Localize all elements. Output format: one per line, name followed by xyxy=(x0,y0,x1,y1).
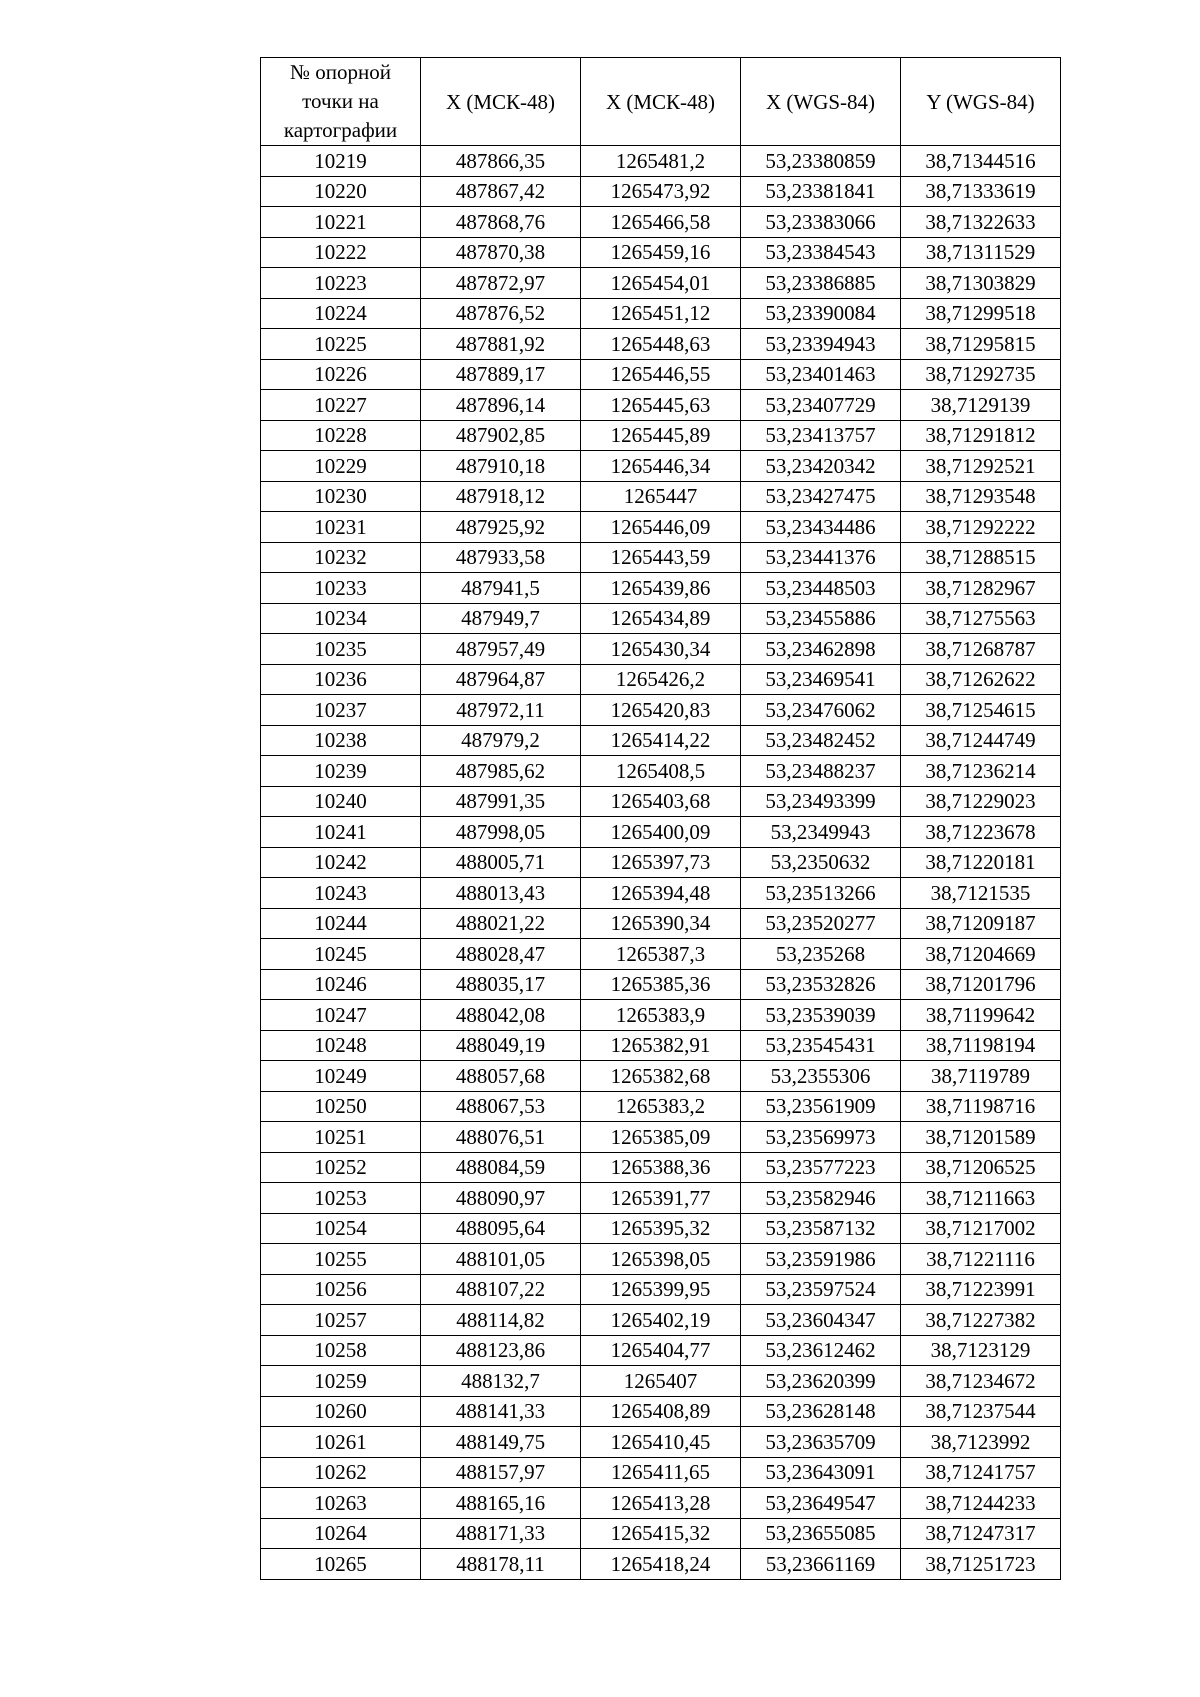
cell-x-wgs84: 53,23628148 xyxy=(741,1396,901,1427)
cell-point-number: 10233 xyxy=(261,573,421,604)
cell-y-wgs84: 38,71198716 xyxy=(901,1091,1061,1122)
cell-x-msk48-a: 487881,92 xyxy=(421,329,581,360)
cell-x-wgs84: 53,23597524 xyxy=(741,1274,901,1305)
cell-point-number: 10249 xyxy=(261,1061,421,1092)
table-row xyxy=(261,1122,1061,1153)
cell-x-msk48-a: 488005,71 xyxy=(421,847,581,878)
cell-y-wgs84: 38,7123992 xyxy=(901,1427,1061,1458)
cell-x-msk48-a: 488028,47 xyxy=(421,939,581,970)
cell-x-wgs84: 53,23661169 xyxy=(741,1549,901,1580)
cell-x-msk48-a: 487972,11 xyxy=(421,695,581,726)
cell-x-msk48-b: 1265411,65 xyxy=(581,1457,741,1488)
cell-point-number: 10234 xyxy=(261,603,421,634)
cell-y-wgs84: 38,71244749 xyxy=(901,725,1061,756)
table-row xyxy=(261,1000,1061,1031)
cell-y-wgs84: 38,71237544 xyxy=(901,1396,1061,1427)
cell-x-msk48-b: 1265404,77 xyxy=(581,1335,741,1366)
cell-point-number: 10258 xyxy=(261,1335,421,1366)
cell-y-wgs84: 38,71292222 xyxy=(901,512,1061,543)
cell-x-msk48-a: 488157,97 xyxy=(421,1457,581,1488)
cell-point-number: 10225 xyxy=(261,329,421,360)
cell-x-wgs84: 53,235268 xyxy=(741,939,901,970)
cell-y-wgs84: 38,71262622 xyxy=(901,664,1061,695)
cell-point-number: 10247 xyxy=(261,1000,421,1031)
cell-x-msk48-b: 1265403,68 xyxy=(581,786,741,817)
cell-y-wgs84: 38,71223991 xyxy=(901,1274,1061,1305)
cell-x-msk48-a: 488165,16 xyxy=(421,1488,581,1519)
table-row xyxy=(261,1457,1061,1488)
cell-point-number: 10265 xyxy=(261,1549,421,1580)
cell-x-wgs84: 53,2355306 xyxy=(741,1061,901,1092)
cell-x-msk48-a: 488090,97 xyxy=(421,1183,581,1214)
cell-y-wgs84: 38,71303829 xyxy=(901,268,1061,299)
cell-x-msk48-a: 487870,38 xyxy=(421,237,581,268)
cell-y-wgs84: 38,71220181 xyxy=(901,847,1061,878)
cell-point-number: 10263 xyxy=(261,1488,421,1519)
cell-x-msk48-a: 488067,53 xyxy=(421,1091,581,1122)
cell-y-wgs84: 38,71333619 xyxy=(901,176,1061,207)
cell-x-wgs84: 53,23513266 xyxy=(741,878,901,909)
cell-point-number: 10224 xyxy=(261,298,421,329)
table-row xyxy=(261,1061,1061,1092)
cell-x-msk48-a: 488076,51 xyxy=(421,1122,581,1153)
cell-y-wgs84: 38,71201796 xyxy=(901,969,1061,1000)
cell-x-msk48-b: 1265446,09 xyxy=(581,512,741,543)
cell-x-wgs84: 53,23488237 xyxy=(741,756,901,787)
table-row xyxy=(261,634,1061,665)
table-row xyxy=(261,756,1061,787)
cell-y-wgs84: 38,71322633 xyxy=(901,207,1061,238)
cell-point-number: 10255 xyxy=(261,1244,421,1275)
cell-x-wgs84: 53,23386885 xyxy=(741,268,901,299)
cell-x-wgs84: 53,23532826 xyxy=(741,969,901,1000)
cell-x-msk48-b: 1265415,32 xyxy=(581,1518,741,1549)
cell-x-wgs84: 53,23384543 xyxy=(741,237,901,268)
cell-x-wgs84: 53,23545431 xyxy=(741,1030,901,1061)
table-row xyxy=(261,969,1061,1000)
table-row xyxy=(261,1213,1061,1244)
header-point-number xyxy=(261,58,421,146)
table-body xyxy=(261,146,1061,1580)
cell-point-number: 10244 xyxy=(261,908,421,939)
table-row xyxy=(261,359,1061,390)
cell-y-wgs84: 38,71204669 xyxy=(901,939,1061,970)
cell-x-msk48-b: 1265382,91 xyxy=(581,1030,741,1061)
cell-point-number: 10230 xyxy=(261,481,421,512)
table-row xyxy=(261,695,1061,726)
cell-y-wgs84: 38,71227382 xyxy=(901,1305,1061,1336)
cell-x-wgs84: 53,23482452 xyxy=(741,725,901,756)
table-row xyxy=(261,1244,1061,1275)
cell-x-msk48-b: 1265481,2 xyxy=(581,146,741,177)
table-row xyxy=(261,1518,1061,1549)
cell-y-wgs84: 38,71201589 xyxy=(901,1122,1061,1153)
cell-x-msk48-b: 1265418,24 xyxy=(581,1549,741,1580)
cell-y-wgs84: 38,71291812 xyxy=(901,420,1061,451)
cell-point-number: 10228 xyxy=(261,420,421,451)
table-row xyxy=(261,1549,1061,1580)
table-row xyxy=(261,1152,1061,1183)
cell-point-number: 10231 xyxy=(261,512,421,543)
cell-x-wgs84: 53,23643091 xyxy=(741,1457,901,1488)
cell-x-msk48-b: 1265391,77 xyxy=(581,1183,741,1214)
cell-y-wgs84: 38,71282967 xyxy=(901,573,1061,604)
table-header xyxy=(261,58,1061,146)
table-row xyxy=(261,237,1061,268)
cell-x-msk48-a: 488084,59 xyxy=(421,1152,581,1183)
cell-point-number: 10219 xyxy=(261,146,421,177)
cell-point-number: 10262 xyxy=(261,1457,421,1488)
cell-point-number: 10250 xyxy=(261,1091,421,1122)
cell-x-msk48-b: 1265430,34 xyxy=(581,634,741,665)
cell-y-wgs84: 38,71223678 xyxy=(901,817,1061,848)
cell-y-wgs84: 38,7129139 xyxy=(901,390,1061,421)
cell-x-wgs84: 53,23427475 xyxy=(741,481,901,512)
cell-x-msk48-b: 1265397,73 xyxy=(581,847,741,878)
cell-point-number: 10254 xyxy=(261,1213,421,1244)
cell-x-msk48-b: 1265400,09 xyxy=(581,817,741,848)
table-row xyxy=(261,1335,1061,1366)
table-row xyxy=(261,146,1061,177)
cell-x-wgs84: 53,23587132 xyxy=(741,1213,901,1244)
cell-point-number: 10243 xyxy=(261,878,421,909)
table-row xyxy=(261,725,1061,756)
cell-x-msk48-b: 1265408,89 xyxy=(581,1396,741,1427)
cell-x-msk48-a: 488021,22 xyxy=(421,908,581,939)
table-row xyxy=(261,603,1061,634)
cell-x-msk48-a: 487867,42 xyxy=(421,176,581,207)
cell-x-msk48-a: 487902,85 xyxy=(421,420,581,451)
cell-x-msk48-b: 1265388,36 xyxy=(581,1152,741,1183)
cell-x-msk48-a: 488141,33 xyxy=(421,1396,581,1427)
header-x-msk48-b: X (МСК-48) xyxy=(581,58,741,146)
cell-x-msk48-b: 1265445,63 xyxy=(581,390,741,421)
cell-x-msk48-a: 488107,22 xyxy=(421,1274,581,1305)
cell-x-msk48-b: 1265414,22 xyxy=(581,725,741,756)
cell-x-msk48-a: 488013,43 xyxy=(421,878,581,909)
cell-x-msk48-b: 1265413,28 xyxy=(581,1488,741,1519)
table-row xyxy=(261,390,1061,421)
cell-x-wgs84: 53,23448503 xyxy=(741,573,901,604)
cell-x-wgs84: 53,23620399 xyxy=(741,1366,901,1397)
table-row xyxy=(261,1427,1061,1458)
cell-x-wgs84: 53,23381841 xyxy=(741,176,901,207)
cell-point-number: 10237 xyxy=(261,695,421,726)
cell-x-msk48-a: 488178,11 xyxy=(421,1549,581,1580)
cell-x-wgs84: 53,23380859 xyxy=(741,146,901,177)
cell-x-wgs84: 53,23493399 xyxy=(741,786,901,817)
cell-x-msk48-b: 1265383,2 xyxy=(581,1091,741,1122)
header-y-wgs84: Y (WGS-84) xyxy=(901,58,1061,146)
cell-x-msk48-a: 488132,7 xyxy=(421,1366,581,1397)
cell-x-msk48-a: 487957,49 xyxy=(421,634,581,665)
cell-x-wgs84: 53,23655085 xyxy=(741,1518,901,1549)
table-row xyxy=(261,939,1061,970)
cell-x-msk48-a: 487933,58 xyxy=(421,542,581,573)
cell-x-wgs84: 53,23455886 xyxy=(741,603,901,634)
cell-x-wgs84: 53,23390084 xyxy=(741,298,901,329)
cell-x-msk48-a: 488057,68 xyxy=(421,1061,581,1092)
cell-point-number: 10220 xyxy=(261,176,421,207)
table-row xyxy=(261,1030,1061,1061)
cell-x-msk48-a: 487866,35 xyxy=(421,146,581,177)
cell-x-msk48-b: 1265408,5 xyxy=(581,756,741,787)
cell-point-number: 10223 xyxy=(261,268,421,299)
cell-x-msk48-a: 487991,35 xyxy=(421,786,581,817)
table-row xyxy=(261,1366,1061,1397)
cell-y-wgs84: 38,71211663 xyxy=(901,1183,1061,1214)
cell-y-wgs84: 38,71221116 xyxy=(901,1244,1061,1275)
cell-x-msk48-b: 1265454,01 xyxy=(581,268,741,299)
cell-x-wgs84: 53,23413757 xyxy=(741,420,901,451)
cell-point-number: 10261 xyxy=(261,1427,421,1458)
cell-y-wgs84: 38,71311529 xyxy=(901,237,1061,268)
cell-x-msk48-b: 1265390,34 xyxy=(581,908,741,939)
cell-x-msk48-a: 487896,14 xyxy=(421,390,581,421)
header-row xyxy=(261,58,1061,146)
cell-x-msk48-a: 488049,19 xyxy=(421,1030,581,1061)
cell-point-number: 10259 xyxy=(261,1366,421,1397)
table-row xyxy=(261,207,1061,238)
cell-y-wgs84: 38,71234672 xyxy=(901,1366,1061,1397)
header-x-wgs84: X (WGS-84) xyxy=(741,58,901,146)
table-row xyxy=(261,176,1061,207)
cell-y-wgs84: 38,71292735 xyxy=(901,359,1061,390)
cell-point-number: 10229 xyxy=(261,451,421,482)
cell-x-wgs84: 53,23469541 xyxy=(741,664,901,695)
cell-x-msk48-a: 487941,5 xyxy=(421,573,581,604)
cell-x-wgs84: 53,2350632 xyxy=(741,847,901,878)
cell-y-wgs84: 38,71292521 xyxy=(901,451,1061,482)
cell-x-msk48-b: 1265399,95 xyxy=(581,1274,741,1305)
cell-x-wgs84: 53,23401463 xyxy=(741,359,901,390)
cell-x-msk48-b: 1265473,92 xyxy=(581,176,741,207)
table-row xyxy=(261,451,1061,482)
cell-y-wgs84: 38,71217002 xyxy=(901,1213,1061,1244)
cell-x-msk48-b: 1265426,2 xyxy=(581,664,741,695)
cell-x-wgs84: 53,23462898 xyxy=(741,634,901,665)
cell-x-msk48-b: 1265385,09 xyxy=(581,1122,741,1153)
cell-x-msk48-b: 1265394,48 xyxy=(581,878,741,909)
cell-x-wgs84: 53,23383066 xyxy=(741,207,901,238)
cell-x-msk48-b: 1265387,3 xyxy=(581,939,741,970)
cell-y-wgs84: 38,71295815 xyxy=(901,329,1061,360)
table-row xyxy=(261,268,1061,299)
cell-point-number: 10257 xyxy=(261,1305,421,1336)
header-x-msk48-a: X (МСК-48) xyxy=(421,58,581,146)
cell-y-wgs84: 38,71275563 xyxy=(901,603,1061,634)
cell-x-msk48-a: 488123,86 xyxy=(421,1335,581,1366)
cell-x-msk48-b: 1265402,19 xyxy=(581,1305,741,1336)
cell-x-msk48-a: 487889,17 xyxy=(421,359,581,390)
cell-x-wgs84: 53,23539039 xyxy=(741,1000,901,1031)
cell-point-number: 10260 xyxy=(261,1396,421,1427)
cell-x-msk48-a: 487910,18 xyxy=(421,451,581,482)
table-row xyxy=(261,817,1061,848)
cell-point-number: 10264 xyxy=(261,1518,421,1549)
cell-y-wgs84: 38,71198194 xyxy=(901,1030,1061,1061)
cell-point-number: 10253 xyxy=(261,1183,421,1214)
table-row xyxy=(261,664,1061,695)
cell-x-msk48-b: 1265445,89 xyxy=(581,420,741,451)
cell-x-wgs84: 53,23635709 xyxy=(741,1427,901,1458)
cell-x-msk48-b: 1265398,05 xyxy=(581,1244,741,1275)
cell-x-msk48-b: 1265385,36 xyxy=(581,969,741,1000)
cell-y-wgs84: 38,71344516 xyxy=(901,146,1061,177)
cell-x-msk48-b: 1265443,59 xyxy=(581,542,741,573)
table-row xyxy=(261,329,1061,360)
table-row xyxy=(261,908,1061,939)
cell-x-msk48-a: 488042,08 xyxy=(421,1000,581,1031)
cell-x-msk48-a: 488095,64 xyxy=(421,1213,581,1244)
cell-x-msk48-b: 1265395,32 xyxy=(581,1213,741,1244)
cell-x-msk48-b: 1265451,12 xyxy=(581,298,741,329)
cell-x-msk48-b: 1265420,83 xyxy=(581,695,741,726)
cell-x-wgs84: 53,23434486 xyxy=(741,512,901,543)
cell-x-wgs84: 53,23561909 xyxy=(741,1091,901,1122)
cell-x-msk48-b: 1265407 xyxy=(581,1366,741,1397)
table-row xyxy=(261,1183,1061,1214)
cell-y-wgs84: 38,7119789 xyxy=(901,1061,1061,1092)
cell-x-msk48-a: 488101,05 xyxy=(421,1244,581,1275)
cell-x-wgs84: 53,23649547 xyxy=(741,1488,901,1519)
cell-x-wgs84: 53,23520277 xyxy=(741,908,901,939)
cell-x-msk48-a: 487964,87 xyxy=(421,664,581,695)
cell-x-msk48-b: 1265383,9 xyxy=(581,1000,741,1031)
cell-point-number: 10240 xyxy=(261,786,421,817)
cell-point-number: 10251 xyxy=(261,1122,421,1153)
cell-x-wgs84: 53,23441376 xyxy=(741,542,901,573)
table-row xyxy=(261,512,1061,543)
table-row xyxy=(261,542,1061,573)
cell-x-wgs84: 53,23569973 xyxy=(741,1122,901,1153)
cell-point-number: 10246 xyxy=(261,969,421,1000)
cell-x-msk48-a: 487868,76 xyxy=(421,207,581,238)
cell-x-msk48-a: 488149,75 xyxy=(421,1427,581,1458)
cell-y-wgs84: 38,71206525 xyxy=(901,1152,1061,1183)
table-row xyxy=(261,847,1061,878)
cell-x-wgs84: 53,23582946 xyxy=(741,1183,901,1214)
table-row xyxy=(261,481,1061,512)
cell-point-number: 10241 xyxy=(261,817,421,848)
cell-x-msk48-a: 487925,92 xyxy=(421,512,581,543)
cell-y-wgs84: 38,71299518 xyxy=(901,298,1061,329)
table-row xyxy=(261,878,1061,909)
cell-x-wgs84: 53,23394943 xyxy=(741,329,901,360)
cell-point-number: 10252 xyxy=(261,1152,421,1183)
cell-x-wgs84: 53,23612462 xyxy=(741,1335,901,1366)
cell-x-msk48-a: 488035,17 xyxy=(421,969,581,1000)
cell-x-msk48-b: 1265459,16 xyxy=(581,237,741,268)
cell-point-number: 10242 xyxy=(261,847,421,878)
cell-x-msk48-b: 1265434,89 xyxy=(581,603,741,634)
cell-point-number: 10222 xyxy=(261,237,421,268)
cell-x-msk48-b: 1265410,45 xyxy=(581,1427,741,1458)
table-row xyxy=(261,1305,1061,1336)
cell-y-wgs84: 38,71244233 xyxy=(901,1488,1061,1519)
cell-x-msk48-b: 1265446,34 xyxy=(581,451,741,482)
cell-x-msk48-a: 487998,05 xyxy=(421,817,581,848)
cell-x-msk48-b: 1265382,68 xyxy=(581,1061,741,1092)
cell-y-wgs84: 38,71236214 xyxy=(901,756,1061,787)
cell-x-msk48-b: 1265447 xyxy=(581,481,741,512)
cell-point-number: 10236 xyxy=(261,664,421,695)
cell-x-msk48-a: 487876,52 xyxy=(421,298,581,329)
cell-x-wgs84: 53,23476062 xyxy=(741,695,901,726)
cell-x-msk48-a: 487918,12 xyxy=(421,481,581,512)
cell-y-wgs84: 38,71251723 xyxy=(901,1549,1061,1580)
table-row xyxy=(261,1396,1061,1427)
cell-point-number: 10226 xyxy=(261,359,421,390)
table-row xyxy=(261,1274,1061,1305)
cell-point-number: 10235 xyxy=(261,634,421,665)
cell-x-msk48-a: 488114,82 xyxy=(421,1305,581,1336)
cell-x-msk48-b: 1265466,58 xyxy=(581,207,741,238)
cell-x-wgs84: 53,23577223 xyxy=(741,1152,901,1183)
cell-y-wgs84: 38,71247317 xyxy=(901,1518,1061,1549)
table-row xyxy=(261,1488,1061,1519)
cell-y-wgs84: 38,71293548 xyxy=(901,481,1061,512)
cell-point-number: 10232 xyxy=(261,542,421,573)
cell-x-msk48-b: 1265439,86 xyxy=(581,573,741,604)
coordinates-table xyxy=(260,57,1061,1580)
cell-y-wgs84: 38,71288515 xyxy=(901,542,1061,573)
cell-point-number: 10221 xyxy=(261,207,421,238)
table-row xyxy=(261,420,1061,451)
cell-x-wgs84: 53,23591986 xyxy=(741,1244,901,1275)
cell-point-number: 10256 xyxy=(261,1274,421,1305)
cell-y-wgs84: 38,71254615 xyxy=(901,695,1061,726)
cell-x-msk48-a: 488171,33 xyxy=(421,1518,581,1549)
cell-point-number: 10227 xyxy=(261,390,421,421)
cell-y-wgs84: 38,71199642 xyxy=(901,1000,1061,1031)
cell-point-number: 10245 xyxy=(261,939,421,970)
cell-x-msk48-b: 1265446,55 xyxy=(581,359,741,390)
cell-point-number: 10248 xyxy=(261,1030,421,1061)
cell-point-number: 10238 xyxy=(261,725,421,756)
table-row xyxy=(261,298,1061,329)
cell-x-wgs84: 53,23407729 xyxy=(741,390,901,421)
table-row xyxy=(261,573,1061,604)
table-row xyxy=(261,1091,1061,1122)
table-row xyxy=(261,786,1061,817)
cell-y-wgs84: 38,7121535 xyxy=(901,878,1061,909)
cell-x-wgs84: 53,23420342 xyxy=(741,451,901,482)
document-page xyxy=(260,57,1061,1580)
header-point-number-label: № опорной точки на картографии xyxy=(283,60,398,142)
cell-y-wgs84: 38,71241757 xyxy=(901,1457,1061,1488)
cell-y-wgs84: 38,71209187 xyxy=(901,908,1061,939)
cell-x-wgs84: 53,23604347 xyxy=(741,1305,901,1336)
cell-x-wgs84: 53,2349943 xyxy=(741,817,901,848)
cell-point-number: 10239 xyxy=(261,756,421,787)
cell-x-msk48-b: 1265448,63 xyxy=(581,329,741,360)
cell-y-wgs84: 38,71268787 xyxy=(901,634,1061,665)
cell-x-msk48-a: 487872,97 xyxy=(421,268,581,299)
cell-y-wgs84: 38,7123129 xyxy=(901,1335,1061,1366)
cell-y-wgs84: 38,71229023 xyxy=(901,786,1061,817)
cell-x-msk48-a: 487985,62 xyxy=(421,756,581,787)
cell-x-msk48-a: 487979,2 xyxy=(421,725,581,756)
cell-x-msk48-a: 487949,7 xyxy=(421,603,581,634)
